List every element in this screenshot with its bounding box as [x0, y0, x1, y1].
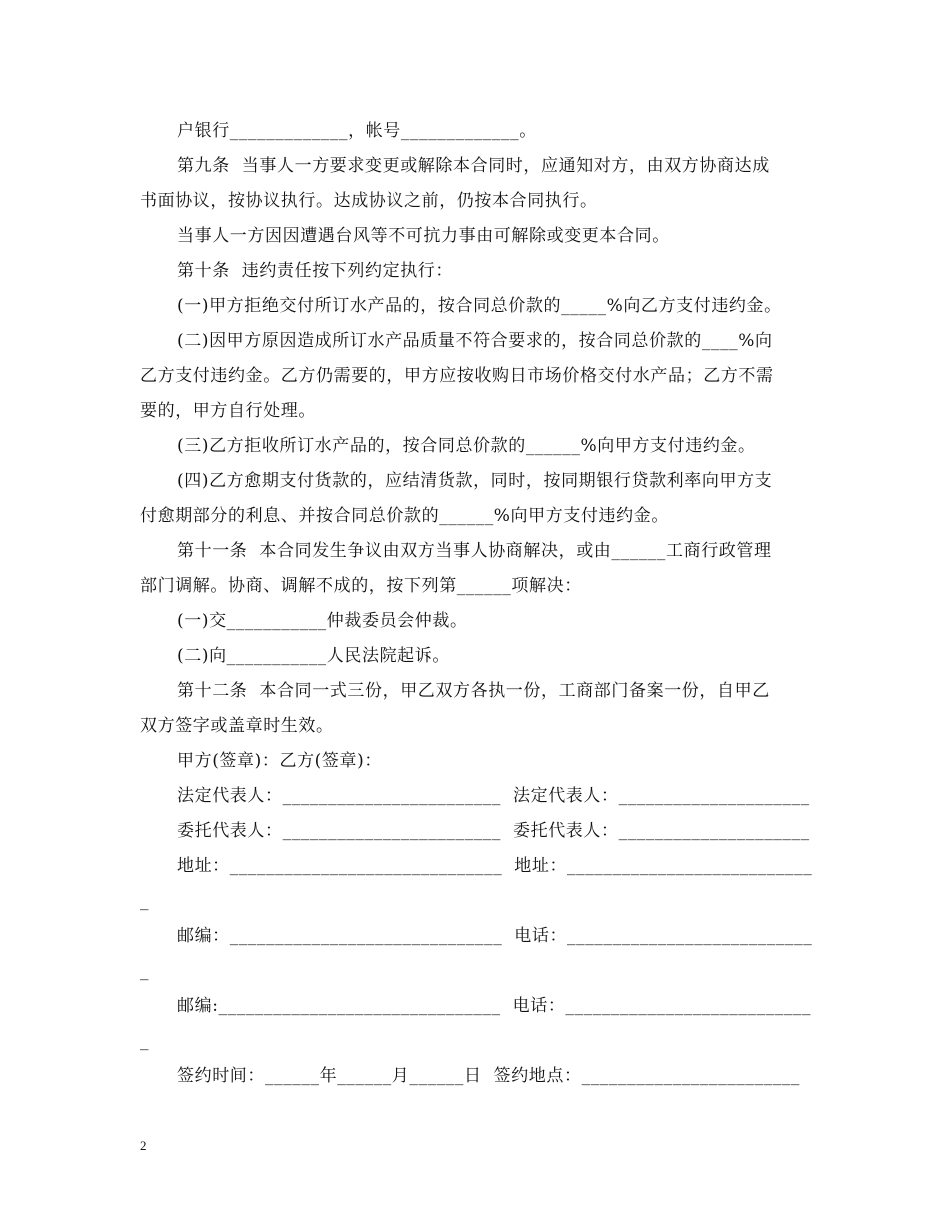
signature-header: 甲方(签章)：乙方(签章)： — [177, 751, 382, 771]
arbitration-option: (一)交___________仲裁委员会仲裁。 — [177, 611, 468, 631]
legal-rep-line: 法定代表人：________________________ 法定代表人：_____________________ — [177, 786, 810, 806]
clause-3-line: (三)乙方拒收所订水产品的，按合同总价款的______%向甲方支付违约金。 — [177, 436, 756, 456]
clause-1-line: (一)甲方拒绝交付所订水产品的，按合同总价款的_____%向乙方支付违约金。 — [177, 296, 782, 316]
clause-4-line-2: 付愈期部分的利息、并按合同总价款的______%向甲方支付违约金。 — [140, 506, 669, 526]
postcode-phone-line-2: 邮编:_______________________________ 电话：___________________________ — [177, 996, 812, 1016]
address-line: 地址：______________________________ 地址：___________________________ — [177, 856, 813, 876]
article-9-line-2: 书面协议，按协议执行。达成协议之前，仍按本合同执行。 — [140, 191, 598, 211]
authorized-rep-line: 委托代表人：________________________ 委托代表人：_____________________ — [177, 821, 810, 841]
article-11-line-2: 部门调解。协商、调解不成的，按下列第______项解决： — [140, 576, 582, 596]
signing-time-place-line: 签约时间：______年______月______日 签约地点：________________________ — [177, 1066, 801, 1086]
article-11-line-1: 第十一条 本合同发生争议由双方当事人协商解决，或由______工商行政管理 — [177, 541, 772, 561]
court-option: (二)向___________人民法院起诉。 — [177, 646, 450, 666]
page-number: 2 — [140, 1138, 147, 1153]
clause-2-line-1: (二)因甲方原因造成所订水产品质量不符合要求的，按合同总价款的____%向 — [177, 331, 773, 351]
postcode-phone-line-1: 邮编：______________________________ 电话：___________________________ — [177, 926, 813, 946]
postcode-overflow-1: _ — [140, 961, 150, 981]
article-9-line-1: 第九条 当事人一方要求变更或解除本合同时，应通知对方，由双方协商达成 — [177, 156, 770, 176]
clause-2-line-2: 乙方支付违约金。乙方仍需要的，甲方应按收购日市场价格交付水产品；乙方不需 — [140, 366, 774, 386]
article-10-heading: 第十条 违约责任按下列约定执行： — [177, 261, 454, 281]
postcode-overflow-2: _ — [140, 1031, 150, 1051]
article-12-line-1: 第十二条 本合同一式三份，甲乙双方各执一份，工商部门备案一份，自甲乙 — [177, 681, 770, 701]
clause-2-line-3: 要的，甲方自行处理。 — [140, 401, 316, 421]
clause-4-line-1: (四)乙方愈期支付货款的，应结清货款，同时，按同期银行贷款利率向甲方支 — [177, 471, 773, 491]
article-12-line-2: 双方签字或盖章时生效。 — [140, 716, 334, 736]
force-majeure-line: 当事人一方因因遭遇台风等不可抗力事由可解除或变更本合同。 — [177, 226, 670, 246]
address-overflow: _ — [140, 891, 150, 911]
bank-account-line: 户银行_____________，帐号_____________。 — [177, 121, 537, 141]
